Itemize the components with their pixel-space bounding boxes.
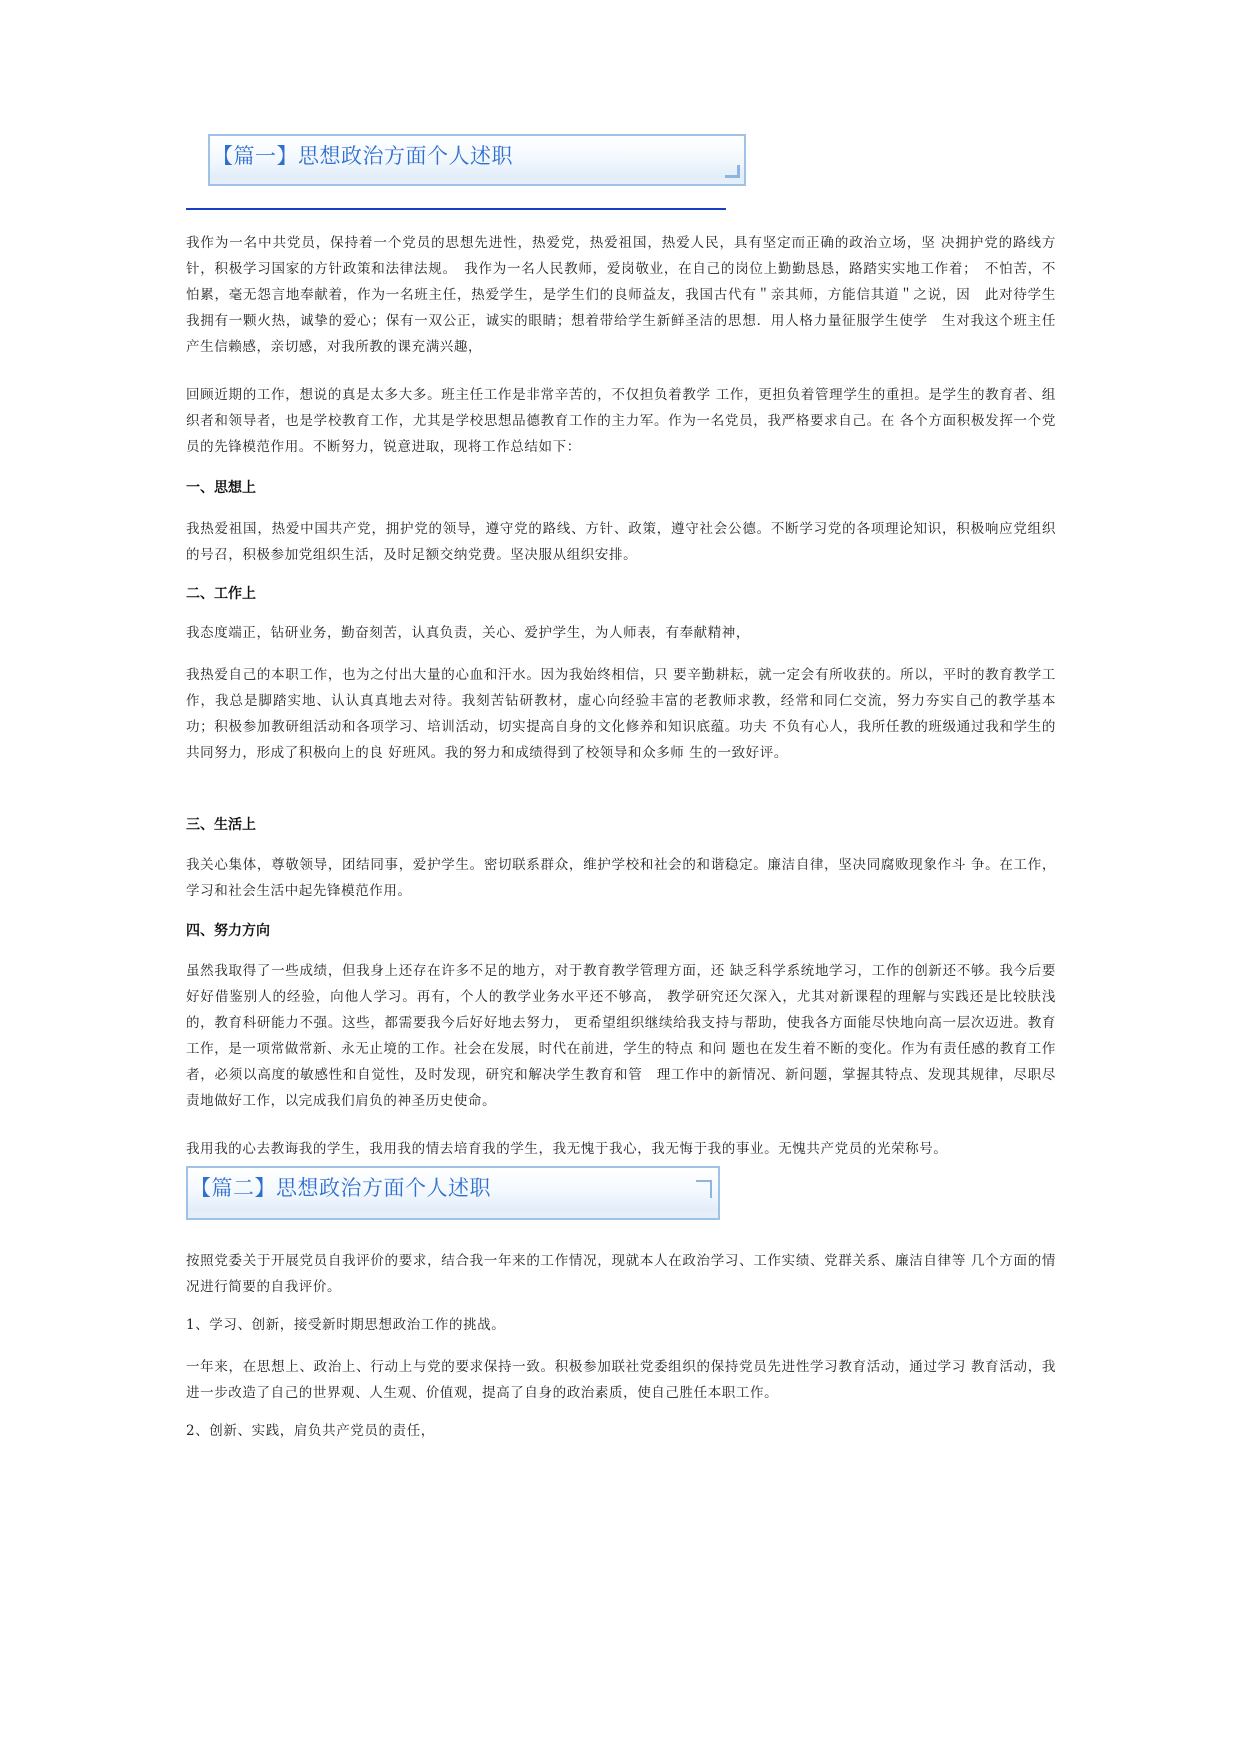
heading-thought: 一、思想上 — [186, 480, 256, 496]
section2-banner — [186, 1166, 720, 1220]
life-paragraph: 我关心集体，尊敬领导，团结同事，爱护学生。密切联系群众，维护学校和社会的和谐稳定。廉洁自律，坚决同腐败现象作斗 争。在工作，学习和社会生活中起先锋模范作用。 — [186, 857, 1056, 899]
life-block — [186, 852, 1056, 904]
direction-block — [186, 958, 1056, 1114]
section2-paragraph-2: 一年来，在思想上、政治上、行动上与党的要求保持一致。积极参加联社党委组织的保持党员先进性学习教育活动，通过学习 教育活动，我进一步改造了自己的世界观、人生观、价值观，提高了自身的政治素质，使自己胜任本职工作。 — [186, 1359, 1056, 1401]
section2-body — [186, 1354, 1056, 1406]
work-block-b — [186, 662, 1056, 766]
thought-block — [186, 516, 1056, 568]
section2-item-1 — [186, 1312, 1056, 1338]
section1-paragraph-1: 我作为一名中共党员，保持着一个党员的思想先进性，热爱党，热爱祖国，热爱人民，具有坚定而正确的政治立场，坚 决拥护党的路线方针，积极学习国家的方针政策和法律法规。 我作为一名人民教师，爱岗敬业，在自己的岗位上勤勤恳恳，路踏实实地工作着； 不怕苦，不怕累，毫无怨言地奉献着，作为一名班主任，热爱学生，是学生们的良师益友，我国古代有＂亲其师，方能信其道＂之说，因 此对待学生我拥有一颗火热，诚挚的爱心；保有一双公正，诚实的眼睛；想着带给学生新鲜圣洁的思想．用人格力量征服学生使学 生对我这个班主任产生信赖感，亲切感，对我所教的课充满兴趣， — [186, 235, 1056, 355]
closing-block — [186, 1136, 1056, 1162]
heading-work: 二、工作上 — [186, 586, 256, 602]
section1-intro — [186, 230, 1056, 360]
section1-review — [186, 382, 1056, 460]
section2-item-1-text: 1、学习、创新，接受新时期思想政治工作的挑战。 — [186, 1317, 506, 1333]
thought-paragraph: 我热爱祖国，热爱中国共产党，拥护党的领导，遵守党的路线、方针、政策，遵守社会公德。不断学习党的各项理论知识，积极响应党组织的号召，积极参加党组织生活，及时足额交纳党费。坚决服从组织安排。 — [186, 521, 1056, 563]
work-block-a — [186, 620, 1056, 646]
direction-paragraph: 虽然我取得了一些成绩，但我身上还存在许多不足的地方，对于教育教学管理方面，还 缺乏科学系统地学习，工作的创新还不够。我今后要好好借鉴别人的经验，向他人学习。再有，个人的教学业务水平还不够高， 教学研究还欠深入，尤其对新课程的理解与实践还是比较肤浅的，教育科研能力不强。这些，都需要我今后好好地去努力， 更希望组织继续给我支持与帮助，使我各方面能尽快地向高一层次迈进。教育工作，是一项常做常新、永无止境的工作。社会在发展，时代在前进，学生的特点 和问 题也在发生着不断的变化。作为有责任感的教育工作者，必须以高度的敏感性和自觉性，及时发现，研究和解决学生教育和管 理工作中的新情况、新问题，掌握其特点、发现其规律，尽职尽责地做好工作，以完成我们肩负的神圣历史使命。 — [186, 963, 1056, 1109]
work-paragraph-2: 我热爱自己的本职工作，也为之付出大量的心血和汗水。因为我始终相信，只 要辛勤耕耘，就一定会有所收获的。所以，平时的教育教学工作，我总是脚踏实地、认认真真地去对待。我刻苦钻研教材，虚心向经验丰富的老教师求教，经常和同仁交流，努力夯实自己的教学基本功；积极参加教研组活动和各项学习、培训活动，切实提高自身的文化修养和知识底蕴。功夫 不负有心人，我所任教的班级通过我和学生的共同努力，形成了积极向上的良 好班风。我的努力和成绩得到了校领导和众多师 生的一致好评。 — [186, 667, 1056, 761]
work-paragraph-1: 我态度端正，钻研业务，勤奋刻苦，认真负责，关心、爱护学生，为人师表，有奉献精神， — [186, 625, 750, 641]
section1-banner-title: 【篇一】思想政治方面个人述职 — [212, 144, 513, 168]
banner-corner-icon — [725, 165, 740, 178]
section2-item-2 — [186, 1418, 1056, 1444]
section1-paragraph-2: 回顾近期的工作，想说的真是太多大多。班主任工作是非常辛苦的，不仅担负着教学 工作，更担负着管理学生的重担。是学生的教育者、组织者和领导者，也是学校教育工作，尤其是学校思想品德教育工作的主力军。作为一名党员，我严格要求自己。在 各个方面积极发挥一个党员的先锋模范作用。不断努力，锐意进取，现将工作总结如下： — [186, 387, 1056, 455]
banner-corner-icon — [696, 1180, 712, 1198]
closing-paragraph: 我用我的心去教诲我的学生，我用我的情去培育我的学生，我无愧于我心，我无悔于我的事业。无愧共产党员的光荣称号。 — [186, 1141, 948, 1157]
section1-divider — [186, 208, 726, 210]
heading-life: 三、生活上 — [186, 817, 256, 833]
heading-direction: 四、努力方向 — [186, 923, 270, 939]
section1-banner — [208, 134, 746, 186]
section2-item-2-text: 2、创新、实践，肩负共产党员的责任， — [186, 1423, 435, 1439]
section2-intro — [186, 1248, 1056, 1300]
section2-banner-title: 【篇二】思想政治方面个人述职 — [190, 1176, 491, 1200]
section2-paragraph-1: 按照党委关于开展党员自我评价的要求，结合我一年来的工作情况，现就本人在政治学习、工作实绩、党群关系、廉洁自律等 几个方面的情况进行简要的自我评价。 — [186, 1253, 1056, 1295]
